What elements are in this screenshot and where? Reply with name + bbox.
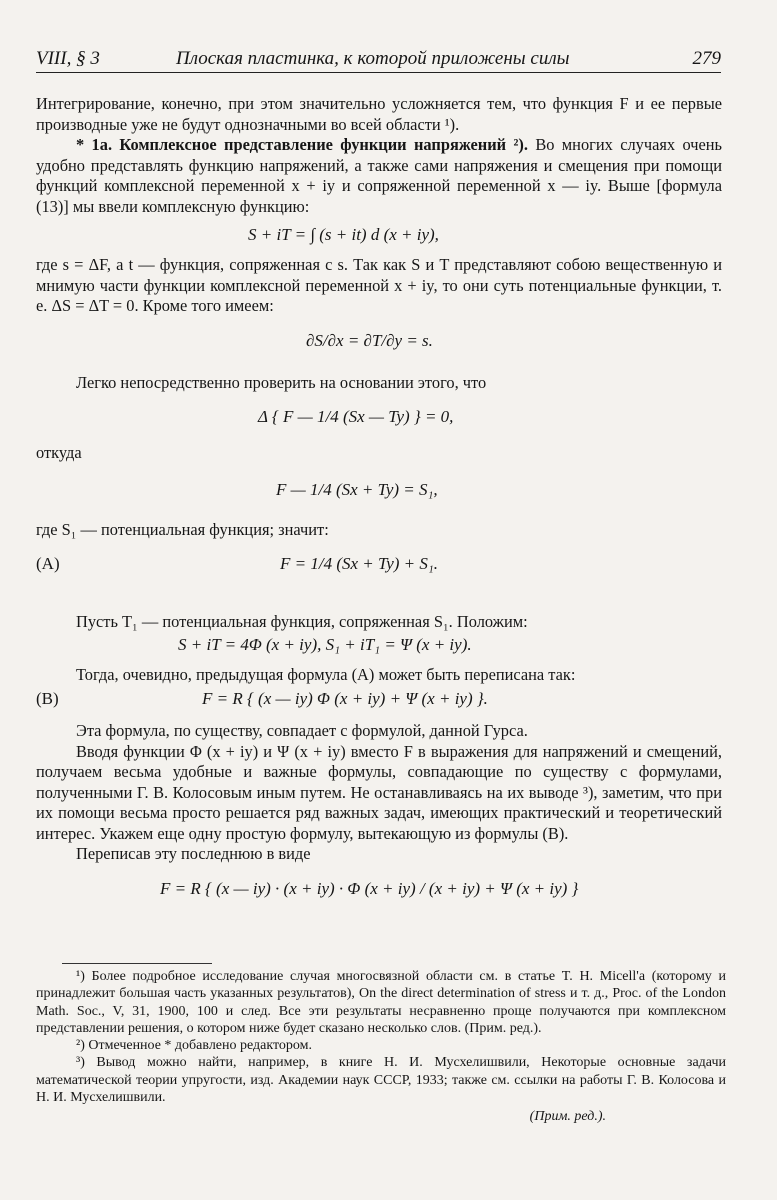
footnote: ³) Вывод можно найти, например, в книге Н. И. Мусхелишвили, Некоторые основные задачи математической теории упругости, изд. Академии наук СССР, 1933; также см. ссылки на работы Г. В. Колосова и Н. И. Мусхелишвили.: [36, 1055, 726, 1106]
equation: ∂S/∂x = ∂T/∂y = s.: [306, 330, 433, 350]
page-number: 279: [692, 48, 721, 69]
paragraph: Тогда, очевидно, предыдущая формула (A) может быть переписана так:: [76, 664, 576, 684]
footnote-rule: [62, 963, 212, 964]
equation: F = R { (x — iy) · (x + iy) · Φ (x + iy) / (x + iy) + Ψ (x + iy) }: [160, 878, 579, 898]
paragraph: [36, 135, 722, 217]
equation: S + iT = ∫ (s + it) d (x + iy),: [248, 225, 439, 244]
paragraph: Интегрирование, конечно, при этом значительно усложняется тем, что функция F и ее первые производные уже не будут однозначными во всей области ¹).: [36, 94, 722, 134]
main-text: [36, 94, 722, 915]
paragraph: Переписав эту последнюю в виде: [76, 844, 311, 863]
running-title: Плоская пластинка, к которой приложены силы: [176, 48, 570, 69]
footnote: ²) Отмеченное * добавлено редактором.: [76, 1038, 313, 1054]
equation-label: (A): [36, 554, 60, 573]
paragraph: Вводя функции Φ (x + iy) и Ψ (x + iy) вместо F в выражения для напряжений и смещений, получаем весьма удобные и важные формулы, совпадающие по существу с формулами, полученными Г. В. Колосовым иным путем. Не останавливаясь на их выводе ³), заметим, что при их помощи весьма просто решается ряд важных задач, имеющих практический и теоретический интерес. Укажем еще одну простую формулу, вытекающую из формулы (B).: [36, 741, 722, 843]
paragraph: Легко непосредственно проверить на основании этого, что: [76, 372, 487, 392]
paragraph: где S₁ — потенциальная функция; значит:: [36, 519, 329, 539]
paragraph: Пусть T₁ — потенциальная функция, сопряженная S₁. Положим:: [76, 612, 528, 631]
equation: F — 1/4 (Sx + Ty) = S₁,: [276, 479, 438, 499]
equation-a: (A) F = 1/4 (Sx + Ty) + S₁.: [36, 554, 439, 573]
equation-label: (B): [36, 689, 59, 708]
paragraph: Эта формула, по существу, совпадает с формулой, данной Гурса.: [76, 721, 528, 740]
footnote: ¹) Более подробное исследование случая многосвязной области см. в статье T. H. Micell'a (которому и принадлежит большая часть указанных результатов), On the direct determination of stress и т. д., Proc. of the London Math. Soc., V, 31, 1900, 100 и след. Все эти результаты несравненно проще получаются при комплексном представлении решения, о котором ниже будет сказано несколько слов. (Прим. ред.).: [36, 969, 726, 1036]
equation-b: (B) F = R { (x — iy) Φ (x + iy) + Ψ (x + iy) }.: [36, 689, 488, 708]
equation: S + iT = 4Φ (x + iy), S₁ + iT₁ = Ψ (x + iy).: [178, 634, 472, 654]
paragraph-text: Во многих случаях очень удобно представлять функцию напряжений, а также сами напряжения и смещения при помощи функций комплексной переменной x + iy и сопряженной переменной x — iy. Выше [формула (13)] мы ввели комплексную функцию:: [36, 135, 722, 216]
running-head: [36, 46, 721, 73]
section-number: VIII, § 3: [36, 48, 100, 69]
editor-note: (Прим. ред.).: [529, 1109, 606, 1125]
footnotes: [36, 968, 726, 1126]
paragraph: где s = ΔF, а t — функция, сопряженная с s. Так как S и T представляют собою вещественную и мнимую части функции комплексной переменной x + iy, то они суть потенциальные функции, т. е. ΔS = ΔT = 0. Кроме того имеем:: [36, 255, 722, 315]
subsection-heading: * 1а. Комплексное представление функции напряжений ²).: [76, 135, 528, 154]
equation: Δ { F — 1/4 (Sx — Ty) } = 0,: [258, 407, 454, 426]
paragraph: откуда: [36, 443, 82, 462]
